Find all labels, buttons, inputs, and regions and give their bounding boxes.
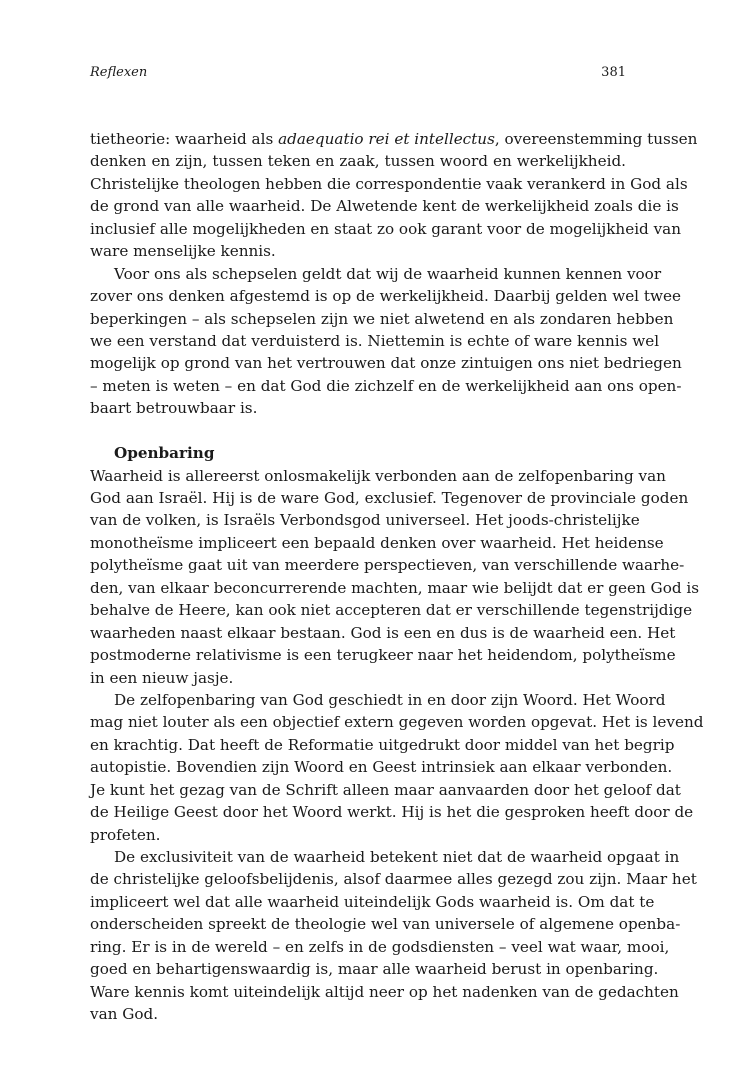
text-line: van de volken, is Israëls Verbondsgod universeel. Het joods-christelijke	[90, 511, 640, 530]
text-line: Je kunt het gezag van de Schrift alleen maar aanvaarden door het geloof dat	[90, 780, 681, 799]
text-line: we een verstand dat verduisterd is. Niettemin is echte of ware kennis wel	[90, 331, 660, 350]
running-title: Reflexen	[90, 65, 148, 80]
text-line: goed en behartigenswaardig is, maar alle waarheid berust in openbaring.	[90, 960, 659, 979]
text-line: autopistie. Bovendien zijn Woord en Geest intrinsiek aan elkaar verbonden.	[90, 758, 673, 777]
text-line: Voor ons als schepselen geldt dat wij de waarheid kunnen kennen voor	[114, 264, 662, 283]
text-line: ring. Er is in de wereld – en zelfs in de godsdiensten – veel wat waar, mooi,	[90, 937, 670, 956]
text-line: – meten is weten – en dat God die zichzelf en de werkelijkheid aan ons open-	[90, 376, 682, 395]
text-line: Ware kennis komt uiteindelijk altijd neer op het nadenken van de gedachten	[90, 982, 679, 1001]
text-line: monotheïsme impliceert een bepaald denken over waarheid. Het heidense	[90, 533, 664, 552]
text-span: tietheorie: waarheid als	[90, 130, 279, 148]
paragraph-4	[90, 689, 704, 846]
italic-term: adaequatio rei et intellectus	[278, 130, 495, 148]
text-line: onderscheiden spreekt de theologie wel van universele of algemene openba-	[90, 915, 681, 934]
paragraph-1	[90, 128, 698, 263]
text-line: in een nieuw jasje.	[90, 668, 234, 687]
text-line: de grond van alle waarheid. De Alwetende kent de werkelijkheid zoals die is	[90, 197, 679, 216]
text-line	[90, 128, 698, 150]
text-line: postmoderne relativisme is een terugkeer naar het heidendom, polytheïsme	[90, 646, 676, 665]
text-line: denken en zijn, tussen teken en zaak, tussen woord en werkelijkheid.	[90, 152, 626, 171]
text-line: De exclusiviteit van de waarheid betekent niet dat de waarheid opgaat in	[114, 848, 680, 866]
text-line: De zelfopenbaring van God geschiedt in en door zijn Woord. Het Woord	[114, 690, 666, 709]
text-line: de Heilige Geest door het Woord werkt. Hij is het die gesproken heeft door de	[90, 803, 694, 822]
text-line: beperkingen – als schepselen zijn we niet alwetend en als zondaren hebben	[90, 309, 674, 328]
text-line: polytheïsme gaat uit van meerdere perspectieven, van verschillende waarhe-	[90, 556, 685, 575]
paragraph-5	[90, 846, 697, 1026]
text-line: den, van elkaar beconcurrerende machten, maar wie belijdt dat er geen God is	[90, 578, 700, 597]
text-line: de christelijke geloofsbelijdenis, alsof daarmee alles gezegd zou zijn. Maar het	[90, 870, 697, 889]
text-line: van God.	[90, 1005, 159, 1024]
running-head	[90, 63, 626, 83]
body-text	[90, 128, 704, 1026]
text-line: impliceert wel dat alle waarheid uiteindelijk Gods waarheid is. Om dat te	[90, 892, 655, 911]
book-page	[90, 0, 704, 1068]
text-line: profeten.	[90, 825, 161, 844]
text-line: zover ons denken afgestemd is op de werkelijkheid. Daarbij gelden wel twee	[90, 287, 681, 306]
text-line: God aan Israël. Hij is de ware God, exclusief. Tegenover de provinciale goden	[90, 489, 689, 507]
text-line: baart betrouwbaar is.	[90, 399, 258, 418]
page-number: 381	[601, 65, 626, 80]
section-gap	[90, 420, 626, 442]
paragraph-3	[90, 465, 700, 689]
section-heading: Openbaring	[114, 444, 215, 463]
text-line: Waarheid is allereerst onlosmakelijk verbonden aan de zelfopenbaring van	[90, 466, 666, 485]
text-span: , overeenstemming tussen	[494, 130, 698, 148]
text-line: mag niet louter als een objectief extern gegeven worden opgevat. Het is levend	[90, 713, 704, 732]
text-line: mogelijk op grond van het vertrouwen dat onze zintuigen ons niet bedriegen	[90, 354, 682, 373]
text-line: behalve de Heere, kan ook niet accepteren dat er verschillende tegenstrijdige	[90, 601, 693, 620]
text-line: Christelijke theologen hebben die correspondentie vaak verankerd in God als	[90, 174, 688, 193]
paragraph-2	[90, 263, 682, 420]
text-line: en krachtig. Dat heeft de Reformatie uitgedrukt door middel van het begrip	[90, 735, 675, 754]
text-line: waarheden naast elkaar bestaan. God is een en dus is de waarheid een. Het	[90, 623, 676, 642]
text-line: inclusief alle mogelijkheden en staat zo ook garant voor de mogelijkheid van	[90, 219, 682, 238]
text-line: ware menselijke kennis.	[90, 242, 276, 261]
